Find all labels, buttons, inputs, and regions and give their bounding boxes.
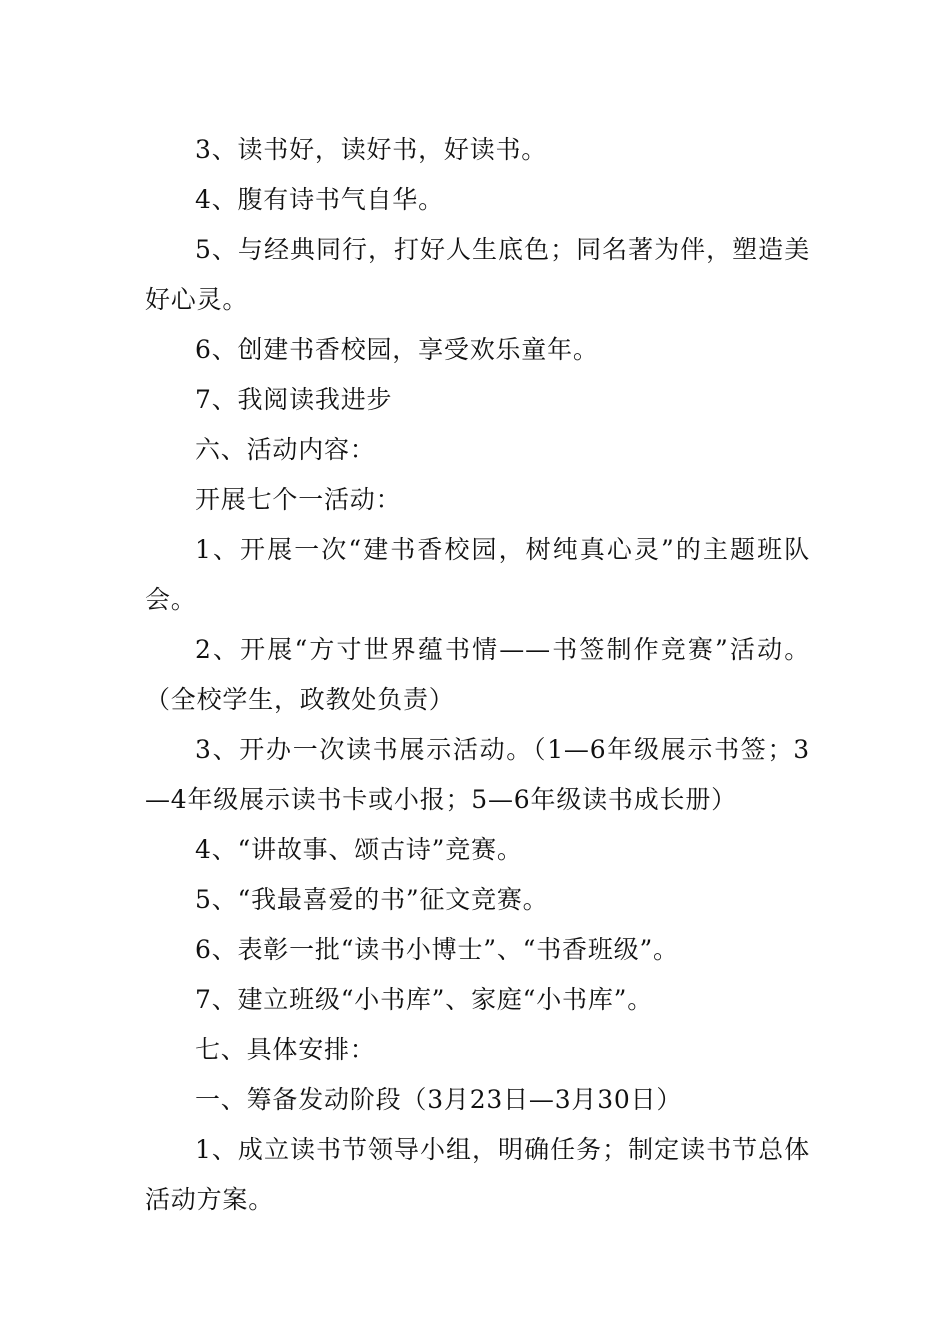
paragraph-activity-1: 1、开展一次“建书香校园，树纯真心灵”的主题班队会。	[145, 535, 810, 614]
paragraph-activity-7: 7、建立班级“小书库”、家庭“小书库”。	[195, 985, 654, 1014]
paragraph-slogan-3: 3、读书好，读好书，好读书。	[195, 135, 548, 164]
paragraph-phase-1-item-1: 1、成立读书节领导小组，明确任务；制定读书节总体活动方案。	[145, 1135, 810, 1214]
section-heading-schedule: 七、具体安排：	[195, 1035, 376, 1064]
document-body	[145, 125, 810, 1225]
paragraph-slogan-4: 4、腹有诗书气自华。	[195, 185, 444, 214]
paragraph-activity-4: 4、“讲故事、颂古诗”竞赛。	[195, 835, 523, 864]
paragraph-phase-1: 一、筹备发动阶段（3月23日—3月30日）	[195, 1085, 683, 1114]
paragraph-activities-intro: 开展七个一活动：	[195, 485, 402, 514]
paragraph-slogan-5: 5、与经典同行，打好人生底色；同名著为伴，塑造美好心灵。	[145, 235, 810, 314]
paragraph-activity-2: 2、开展“方寸世界蕴书情——书签制作竞赛”活动。（全校学生，政教处负责）	[145, 635, 810, 714]
paragraph-slogan-7: 7、我阅读我进步	[195, 385, 393, 414]
section-heading-activity-content: 六、活动内容：	[195, 435, 376, 464]
paragraph-activity-5: 5、“我最喜爱的书”征文竞赛。	[195, 885, 549, 914]
paragraph-slogan-6: 6、创建书香校园，享受欢乐童年。	[195, 335, 599, 364]
paragraph-activity-3: 3、开办一次读书展示活动。（1—6年级展示书签；3—4年级展示读书卡或小报；5—6年级读书成长册）	[145, 735, 810, 814]
paragraph-activity-6: 6、表彰一批“读书小博士”、“书香班级”。	[195, 935, 679, 964]
